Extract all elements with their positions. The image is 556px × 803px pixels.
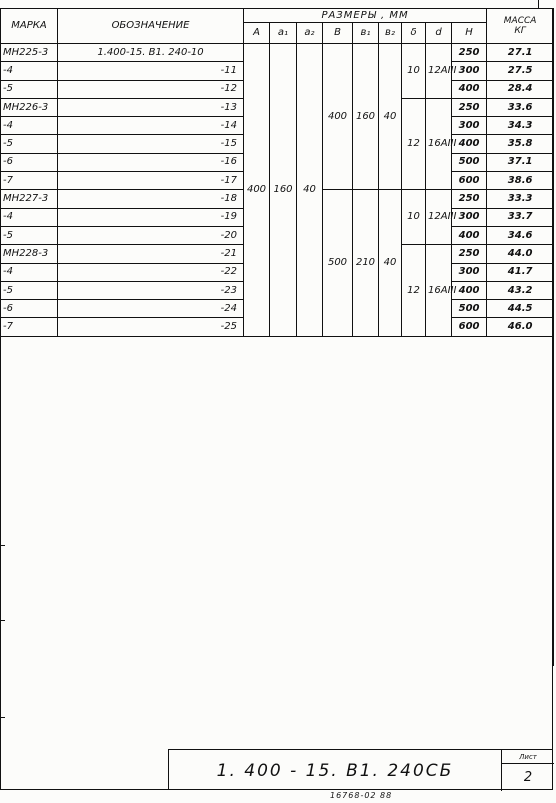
specification-table [0, 8, 554, 666]
dim-delta: 10 [402, 44, 426, 99]
row-mark: -5 [1, 135, 58, 153]
row-mass: 46.0 [487, 318, 554, 336]
header-dim-col: δ [402, 23, 426, 44]
row-height: 250 [452, 190, 487, 208]
row-mass: 43.2 [487, 281, 554, 299]
row-mass: 41.7 [487, 263, 554, 281]
row-designation: -12 [58, 80, 244, 98]
row-height: 300 [452, 117, 487, 135]
sheet-number: 2 [523, 770, 533, 785]
header-mass: МАССА КГ [487, 9, 554, 44]
row-height: 400 [452, 80, 487, 98]
row-mark: МН225-3 [1, 44, 58, 62]
row-mass: 33.3 [487, 190, 554, 208]
row-height: 250 [452, 98, 487, 116]
dim-delta: 12 [402, 245, 426, 336]
row-mass: 27.5 [487, 62, 554, 80]
row-mass: 27.1 [487, 44, 554, 62]
dim-b1: 160 [353, 44, 379, 190]
row-mark: -5 [1, 80, 58, 98]
header-dim-col: в₁ [353, 23, 379, 44]
row-mass: 38.6 [487, 172, 554, 190]
document-code: 1. 400 - 15. В1. 240СБ [216, 760, 454, 781]
row-height: 500 [452, 153, 487, 171]
row-designation: -22 [58, 263, 244, 281]
row-mark: -7 [1, 318, 58, 336]
row-designation: -25 [58, 318, 244, 336]
row-mark: МН226-3 [1, 98, 58, 116]
dim-delta: 12 [402, 98, 426, 189]
row-height: 300 [452, 208, 487, 226]
row-designation: -11 [58, 62, 244, 80]
dim-b2: 40 [379, 190, 402, 336]
dim-A: 400 [244, 44, 270, 337]
row-mark: -6 [1, 300, 58, 318]
header-dim-col: в₂ [379, 23, 402, 44]
header-dim-col: a₁ [270, 23, 297, 44]
dim-a1: 160 [270, 44, 297, 337]
row-height: 300 [452, 263, 487, 281]
row-mark: -6 [1, 153, 58, 171]
row-mass: 33.7 [487, 208, 554, 226]
row-designation: 1.400-15. В1. 240-10 [58, 44, 244, 62]
row-mark: МН228-3 [1, 245, 58, 263]
sheet-label: Лист [502, 750, 554, 764]
header-dim-col: H [452, 23, 487, 44]
dim-d: 12AIII [426, 190, 452, 245]
row-designation: -23 [58, 281, 244, 299]
row-mark: -4 [1, 62, 58, 80]
row-designation: -15 [58, 135, 244, 153]
dim-d: 16AIII [426, 245, 452, 336]
row-mass: 44.5 [487, 300, 554, 318]
row-mark: МН227-3 [1, 190, 58, 208]
row-designation: -18 [58, 190, 244, 208]
row-height: 300 [452, 62, 487, 80]
dim-d: 12AIII [426, 44, 452, 99]
header-dim-col: B [323, 23, 353, 44]
row-mark: -7 [1, 172, 58, 190]
row-height: 400 [452, 281, 487, 299]
header-mark: МАРКА [1, 9, 58, 44]
header-designation: ОБОЗНАЧЕНИЕ [58, 9, 244, 44]
header-dim-col: A [244, 23, 270, 44]
row-mark: -4 [1, 117, 58, 135]
row-mass: 34.3 [487, 117, 554, 135]
row-mass: 44.0 [487, 245, 554, 263]
row-height: 500 [452, 300, 487, 318]
row-designation: -20 [58, 226, 244, 244]
sheet-cell [501, 750, 554, 791]
row-mark: -5 [1, 226, 58, 244]
dim-b2: 40 [379, 44, 402, 190]
row-height: 400 [452, 226, 487, 244]
dim-d: 16AIII [426, 98, 452, 189]
header-dim-col: d [426, 23, 452, 44]
row-mass: 35.8 [487, 135, 554, 153]
row-mass: 28.4 [487, 80, 554, 98]
row-mass: 34.6 [487, 226, 554, 244]
row-designation: -21 [58, 245, 244, 263]
header-dim-col: a₂ [297, 23, 323, 44]
empty-area [1, 336, 554, 666]
row-mark: -5 [1, 281, 58, 299]
header-dimensions: РАЗМЕРЫ , ММ [244, 9, 487, 23]
table-row [1, 44, 554, 62]
row-height: 600 [452, 172, 487, 190]
dim-delta: 10 [402, 190, 426, 245]
row-designation: -13 [58, 98, 244, 116]
row-mark: -4 [1, 208, 58, 226]
dim-B: 500 [323, 190, 353, 336]
row-designation: -19 [58, 208, 244, 226]
row-height: 250 [452, 245, 487, 263]
row-height: 250 [452, 44, 487, 62]
dim-a2: 40 [297, 44, 323, 337]
row-mass: 37.1 [487, 153, 554, 171]
row-designation: -17 [58, 172, 244, 190]
dim-b1: 210 [353, 190, 379, 336]
row-mark: -4 [1, 263, 58, 281]
row-designation: -14 [58, 117, 244, 135]
row-designation: -24 [58, 300, 244, 318]
dim-B: 400 [323, 44, 353, 190]
frame-side-tick [0, 717, 5, 718]
footer-code: 16768-02 88 [330, 791, 393, 800]
row-height: 400 [452, 135, 487, 153]
row-designation: -16 [58, 153, 244, 171]
blank-space [1, 336, 554, 666]
row-height: 600 [452, 318, 487, 336]
title-block [168, 749, 553, 790]
row-mass: 33.6 [487, 98, 554, 116]
